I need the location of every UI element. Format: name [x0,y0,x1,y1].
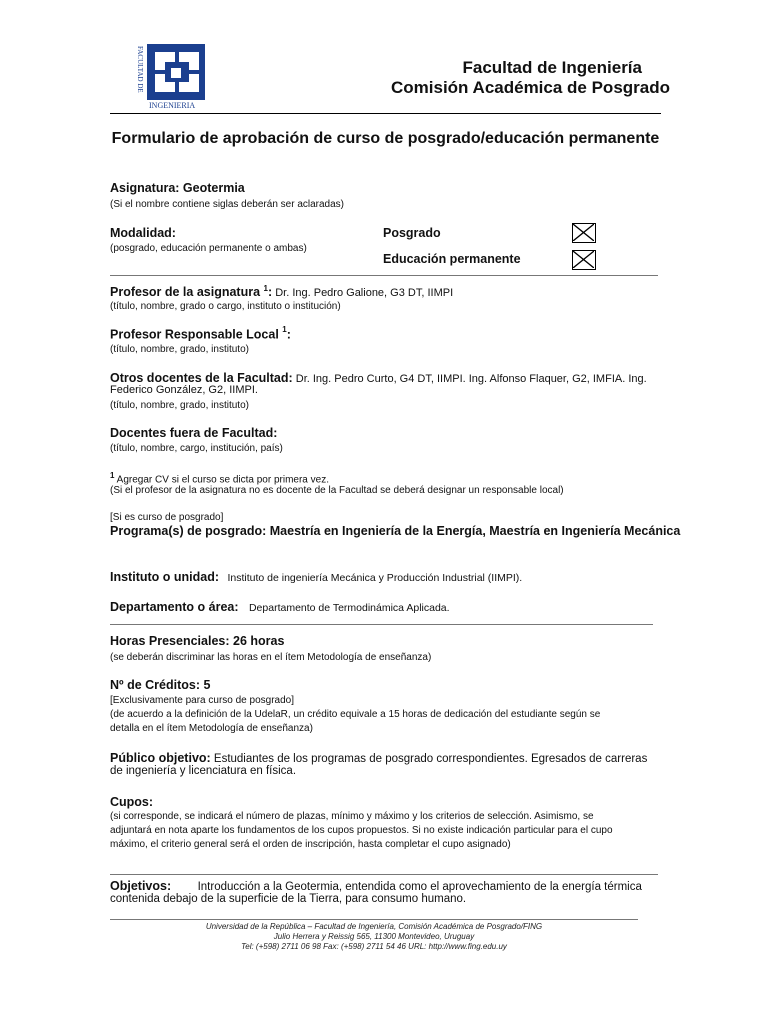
faculty-logo [133,44,209,110]
objetivos-label: Objetivos: [110,879,172,893]
footnote-marker: 1 [110,471,115,480]
profesor-label: Profesor de la asignatura [110,285,264,299]
commission-name: Comisión Académica de Posgrado [391,78,670,97]
cupos-line2: adjuntará en nota aparte los fundamentos de los cupos propuestos. Si no existe indicación particular para el cupo [110,825,613,836]
colon: : [267,285,273,299]
publico-value-1: Estudiantes de los programas de posgrado correspondientes. Egresados de carreras [210,753,648,765]
profesor-value: Dr. Ing. Pedro Galione, G3 DT, IIMPI [272,287,454,299]
option-educacion-label: Educación permanente [383,252,521,266]
footnote-marker: 1 [263,284,268,293]
departamento-row [110,598,450,616]
otros-docentes-value-2: Federico González, G2, IIMPI. [110,384,258,396]
footnote-cv-line2: (Si el profesor de la asignatura no es docente de la Facultad se deberá designar un responsable local) [110,485,564,496]
checkbox-posgrado[interactable] [572,223,596,243]
svg-text:FACULTAD DE: FACULTAD DE [136,46,144,93]
modalidad-label: Modalidad: [110,226,176,240]
profesor-local-hint: (título, nombre, grado, instituto) [110,344,249,355]
checkbox-educacion-permanente[interactable] [572,250,596,270]
separator [110,874,658,875]
horas-label: Horas Presenciales: 26 horas [110,634,285,648]
otros-docentes-hint: (título, nombre, grado, instituto) [110,400,249,411]
modalidad-hint: (posgrado, educación permanente o ambas) [110,243,307,254]
creditos-label: Nº de Créditos: 5 [110,678,211,692]
colon: : [286,327,291,342]
creditos-hint3: detalla en el ítem Metodología de enseñanza) [110,723,313,734]
cupos-label: Cupos: [110,795,154,809]
horas-hint: (se deberán discriminar las horas en el ítem Metodología de enseñanza) [110,652,432,663]
faculty-name: Facultad de Ingeniería [462,58,642,77]
profesor-row [110,284,453,299]
page-footer [110,922,638,952]
cupos-line1: (si corresponde, se indicará el número de plazas, mínimo y máximo y los criterios de selección. Asimismo, se [110,811,594,822]
objetivos-value-2: contenida debajo de la superficie de la Tierra, para consumo humano. [110,893,467,905]
departamento-value: Departamento de Termodinámica Aplicada. [248,602,450,614]
objetivos-value-1: Introducción a la Geotermia, entendida como el aprovechamiento de la energía térmica [197,881,642,893]
option-posgrado-label: Posgrado [383,226,441,240]
otros-docentes-value-1: Dr. Ing. Pedro Curto, G4 DT, IIMPI. Ing. Alfonso Flaquer, G2, IMFIA. Ing. [292,373,647,385]
separator [110,624,653,625]
checked-x-icon [573,251,594,268]
creditos-hint1: [Exclusivamente para curso de posgrado] [110,695,294,706]
instituto-value: Instituto de ingeniería Mecánica y Producción Industrial (IIMPI). [227,572,523,584]
separator [110,275,658,276]
docentes-fuera-hint: (título, nombre, cargo, institución, país) [110,443,283,454]
publico-label: Público objetivo: [110,751,211,765]
cupos-line3: máximo, el criterio general será el orden de inscripción, hasta completar el cupo asignado) [110,839,511,850]
profesor-local-label: Profesor Responsable Local [110,327,283,342]
instituto-row [110,568,522,586]
docentes-fuera-label: Docentes fuera de Facultad: [110,426,278,440]
departamento-label: Departamento o área: [110,600,239,614]
footer-line1: Universidad de la República – Facultad de Ingeniería, Comisión Académica de Posgrado/FING [205,922,543,931]
header-rule [110,113,661,114]
form-title: Formulario de aprobación de curso de posgrado/educación permanente [111,130,660,147]
checked-x-icon [573,224,594,241]
footnote-marker: 1 [282,325,287,334]
creditos-hint2: (de acuerdo a la definición de la UdelaR, un crédito equivale a 15 horas de dedicación del estudiante según se [110,709,601,720]
footer-line2: Julio Herrera y Reissig 565, 11300 Montevideo, Uruguay [273,932,475,941]
programas-label: Programa(s) de posgrado: Maestría en Ingeniería de la Energía, Maestría en Ingeniería Mecánica [110,524,681,538]
programas-pre: [Si es curso de posgrado] [110,512,224,523]
footer-rule [110,919,638,920]
asignatura-hint: (Si el nombre contiene siglas deberán ser aclaradas) [110,199,345,210]
footer-line3: Tel: (+598) 2711 06 98 Fax: (+598) 2711 54 46 URL: http://www.fing.edu.uy [241,942,507,951]
svg-text:INGENIERIA: INGENIERIA [149,101,196,110]
profesor-local-row [110,325,291,343]
otros-docentes-label: Otros docentes de la Facultad: [110,371,293,385]
header-titles [270,58,670,98]
profesor-hint: (título, nombre, grado o cargo, instituto o institución) [110,301,341,312]
asignatura-label: Asignatura: Geotermia [110,181,245,195]
publico-value-2: de ingeniería y licenciatura en física. [110,765,297,777]
instituto-label: Instituto o unidad: [110,570,220,584]
footnote-cv-line1: Agregar CV si el curso se dicta por primera vez. [114,474,329,486]
